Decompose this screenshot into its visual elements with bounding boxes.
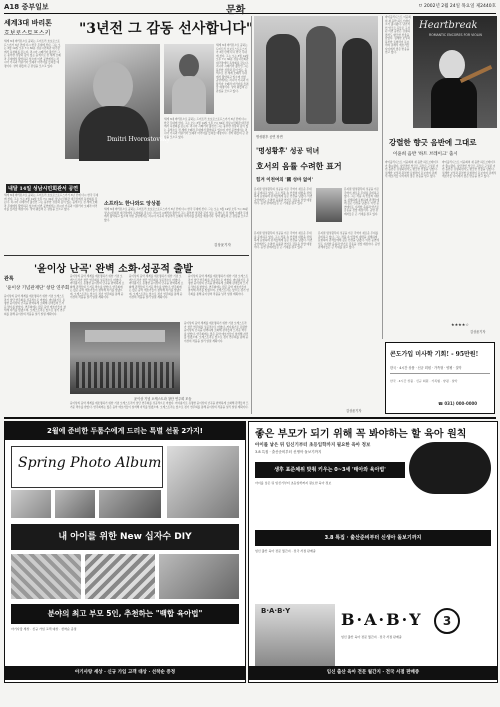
article-musical	[254, 16, 380, 414]
article-body-col3: 뮤지컬 명성황후의 성공을 이끈 주역이 새로운 무대를 준비하고 있다. 그는 작품 속 인물의 내면을 섬세하게 표현하며 관객들에게 깊은 인상을 남겼다. 이번 공연에서도 수려한 음률과 연기로 감동을 전할 예정이다. 공연 관계자들은 큰 기대를 걸고 있다.	[254, 232, 313, 249]
article-orchestra	[4, 258, 249, 413]
album-promo-ad	[4, 421, 246, 683]
album-cover	[413, 16, 497, 128]
ad-headline: 좋은 부모가 되기 위해 꼭 봐야하는 할 육아 원칙	[255, 429, 467, 440]
ad-footer: 아기사랑 세상 · 신규 가입 고객 대상 · 선착순 증정	[5, 666, 245, 680]
article-body-col2: 세계 3대 바리톤으로 꼽히는 드미트리 흐보로스토프스키가 3년 만에 다시 한국 무대에 선다. 그는 오는 3월 14일 오후 7시 30분 성남시민회관 대극장에서 독창회를 갖는다. 러시아 시베리아 출신인 그는 풍부한 성량과 깊이 있는 음색으로 전 세계 오페라 무대에서 활약하고 있으며 이번 공연에서는 러시아 가곡과 이탈리아 오페라 아리아를 들려줄 예정이다. 성악 팬들의 큰 관심을 모으고 있다.	[164, 118, 249, 139]
article-kicker-name: 흐보로스토프스키	[4, 30, 51, 37]
article-body-tail: 윤이상의 음악 세계를 재조명하기 위한 기념 오케스트라가 창단 연주회를 성공적으로 마쳤다. 까다롭기로 유명한 윤이상의 난곡을 완벽하게 소화해 관객들의 뜨거운 박수를 받았다. 연주회에는 많은 음악 애호가들이 참석해 자리를 빛냈으며, 오케스트라는 앞으로 정기 연주회를 통해 윤이상의 작품을 널리 알릴 계획이다.	[70, 402, 249, 409]
reporter-name: 김상윤기자	[214, 243, 231, 247]
issue-badge: 3	[434, 608, 460, 634]
reporter-name: 김상윤기자	[470, 330, 486, 334]
album-subtitle: ROMANTIC ENCORES FOR VIOLIN	[429, 33, 482, 37]
ad-line: 한국 · 4시간 상품 · 신규 회원 · 가족형 · 양평 · 설악	[390, 366, 462, 370]
ad-badge-circle	[409, 442, 491, 494]
ad-line: 3.8 특집 · 출산준비부터 신생아 돌보기까지	[255, 450, 322, 454]
ad-line: 아이를 낳은 뒤 임신기부터 초등입학까지 필요한 육아 정보	[255, 443, 371, 448]
condo-ad	[385, 342, 495, 414]
article-headline: 강렬한 향긋 음반에 그대로	[389, 138, 477, 147]
photo-caption: 윤이상 기념 오케스트라 창단 연주회 모습	[134, 397, 192, 401]
ad-body: 아이를 낳은 뒤 임신기부터 초등입학까지 필요한 육아 정보	[255, 481, 332, 485]
article-subhead: 이윤희 음반 '하트 브레이크' 출시	[393, 152, 458, 157]
article-body-col4: 윤이상의 음악 세계를 재조명하기 위한 기념 오케스트라가 창단 연주회를 성공적으로 마쳤다. 까다롭기로 유명한 윤이상의 난곡을 완벽하게 소화해 관객들의 뜨거운 박수를 받았다. 연주회에는 많은 음악 애호가들이 참석해 자리를 빛냈으며, 오케스트라는 앞으로 정기 연주회를 통해 윤이상의 작품을 널리 알릴 계획이다.	[188, 275, 249, 296]
column-divider	[382, 16, 383, 339]
article-body-col2: 뮤지컬 명성황후의 성공을 이끈 주역이 새로운 무대를 준비하고 있다. 그는 작품 속 인물의 내면을 섬세하게 표현하며 관객들에게 깊은 인상을 남겼다. 이번 공연에서도 수려한 음률과 연기로 감동을 전할 예정이다. 공연 관계자들은 큰 기대를 걸고 있다.	[344, 188, 380, 216]
column-divider	[251, 16, 252, 414]
article-body: 윤이상의 음악 세계를 재조명하기 위한 기념 오케스트라가 창단 연주회를 성공적으로 마쳤다. 까다롭기로 유명한 윤이상의 난곡을 완벽하게 소화해 관객들의 뜨거운 박수를 받았다. 연주회에는 많은 음악 애호가들이 참석해 자리를 빛냈으며, 오케스트라는 앞으로 정기 연주회를 통해 윤이상의 작품을 널리 알릴 계획이다.	[4, 295, 66, 316]
album-label: Spring Photo Album	[18, 455, 162, 471]
highlight-banner: 생후 표준체위 맞춰 키우는 0~3세 '태아와 육아법'	[255, 462, 405, 478]
diy-banner: 내 아이를 위한 New 십자수 DIY	[11, 524, 239, 550]
album-box	[11, 446, 163, 488]
article-subhead: 힘겨 이천여의 '國 성마 없어'	[256, 178, 313, 183]
article-violin	[385, 16, 497, 339]
reporter-name: 김상윤기자	[346, 409, 362, 413]
article-body: 세계 3대 바리톤으로 꼽히는 드미트리 흐보로스토프스키가 3년 만에 다시 한국 무대에 선다. 그는 오는 3월 14일 오후 7시 30분 성남시민회관 대극장에서 독창회를 갖는다. 러시아 시베리아 출신인 그는 풍부한 성량과 깊이 있는 음색으로 전 세계 오페라 무대에서 활약하고 있으며 이번 공연에서는 러시아 가곡과 이탈리아 오페라 아리아를 들려줄 예정이다. 성악 팬들의 큰 관심을 모으고 있다.	[4, 40, 61, 68]
article-headline: '윤이상 난곡' 완벽 소화·성공적 출발	[34, 264, 193, 275]
baby-magazine-ad	[248, 421, 498, 683]
article-body-col5: 윤이상의 음악 세계를 재조명하기 위한 기념 오케스트라가 창단 연주회를 성공적으로 마쳤다. 까다롭기로 유명한 윤이상의 난곡을 완벽하게 소화해 관객들의 뜨거운 박수를 받았다. 연주회에는 많은 음악 애호가들이 참석해 자리를 빛냈으며, 오케스트라는 앞으로 정기 연주회를 통해 윤이상의 작품을 널리 알릴 계획이다.	[184, 322, 249, 343]
ad-line: 한국 · 4시간 상품 · 신규 회원 · 가족형 · 양평 · 설악	[390, 379, 458, 383]
photo-caption: 명성황후 공연 장면	[256, 135, 283, 139]
rating-stars: ★★★★☆	[451, 322, 469, 327]
singer-photo	[65, 44, 170, 159]
orchestra-photo	[70, 322, 180, 394]
ad-footer: 임신 출산 육아 전문 월간지 · 전국 서점 판매중	[249, 666, 497, 680]
divider	[4, 255, 249, 256]
article-body-col3: 세계 3대 바리톤으로 꼽히는 드미트리 흐보로스토프스키가 3년 만에 다시 한국 무대에 선다. 그는 오는 3월 14일 오후 7시 30분 성남시민회관 대극장에서 독창회를 갖는다. 러시아 시베리아 출신인 그는 풍부한 성량과 깊이 있는 음색으로 전 세계 오페라 무대에서 활약하고 있으며 이번 공연에서는 러시아 가곡과 이탈리아 오페라 아리아를 들려줄 예정이다. 성악 팬들의 큰 관심을 모으고 있다.	[4, 194, 99, 211]
ad-body: 아기사랑 세상 · 신규 가입 고객 대상 · 선착순 증정	[11, 627, 77, 631]
article-body-side: 바이올리니스트 이윤희의 새 음반 하트브레이크가 출시됐다. 낭만적인 앙코르 곡들로 구성된 이번 음반은 강렬하면서도 향긋한 선율을 담았다. 섬세한 보잉과 풍부한 표현력이 돋보이며 클래식 애호가들 사이에서 좋은 반응을 얻고 있다.	[385, 16, 411, 54]
article-kicker: '명성황후' 성공 덕녀	[256, 146, 320, 155]
ad-phone: ☎ 031) 000-0000	[438, 401, 478, 406]
ad-body: 임신 출산 육아 전문 월간지 · 전국 서점 판매중	[255, 549, 316, 553]
article-subhead-box: 내달 14일 성남시민회관서 공연	[8, 186, 79, 192]
article-kicker: 세계3대 바리톤	[4, 18, 52, 27]
album-title: Heartbreak	[419, 20, 478, 31]
photo-caption: Dmitri Hvorostovsky	[107, 136, 170, 143]
highlight-banner: 3.8 특집 · 출산준비부터 신생아 돌보기까지	[255, 530, 491, 546]
article-baritone	[4, 16, 254, 251]
article-body-col4: 뮤지컬 명성황후의 성공을 이끈 주역이 새로운 무대를 준비하고 있다. 그는 작품 속 인물의 내면을 섬세하게 표현하며 관객들에게 깊은 인상을 남겼다. 이번 공연에서도 수려한 음률과 연기로 감동을 전할 예정이다. 공연 관계자들은 큰 기대를 걸고 있다.	[318, 232, 380, 249]
album-image	[167, 446, 239, 518]
magazine-title: B·A·B·Y	[261, 607, 291, 615]
article-subhead: '윤이상 기념관재단' 창단 연주회	[6, 286, 70, 291]
ad-divider	[4, 417, 496, 419]
baby-photo	[11, 490, 51, 518]
issue-date: ㅁ 2002년 2월 24일 목요일 제2440호	[418, 4, 496, 9]
ad-headline: 콘도가입 미사학 기회! - 95만원!	[390, 351, 479, 358]
person-photo	[316, 188, 342, 222]
page-number: A18 중부일보	[4, 3, 49, 11]
article-body-col4: 세계 3대 바리톤으로 꼽히는 드미트리 흐보로스토프스키가 3년 만에 다시 한국 무대에 선다. 그는 오는 3월 14일 오후 7시 30분 성남시민회관 대극장에서 독창회를 갖는다. 러시아 시베리아 출신인 그는 풍부한 성량과 깊이 있는 음색으로 전 세계 오페라 무대에서 활약하고 있으며 이번 공연에서는 러시아 가곡과 이탈리아 오페라 아리아를 들려줄 예정이다. 성악 팬들의 큰 관심을 모으고 있다.	[104, 208, 249, 222]
article-body: 뮤지컬 명성황후의 성공을 이끈 주역이 새로운 무대를 준비하고 있다. 그는 작품 속 인물의 내면을 섬세하게 표현하며 관객들에게 깊은 인상을 남겼다. 이번 공연에서도 수려한 음률과 연기로 감동을 전할 예정이다. 공연 관계자들은 큰 기대를 걸고 있다.	[254, 188, 313, 205]
page-header	[4, 2, 496, 14]
article-kicker: 관록	[4, 276, 14, 282]
article-body-col2: 바이올리니스트 이윤희의 새 음반 하트브레이크가 출시됐다. 낭만적인 앙코르 곡들로 구성된 이번 음반은 강렬하면서도 향긋한 선율을 담았다. 섬세한 보잉과 풍부한 표현력이 돋보이며 클래식 애호가들 사이에서 좋은 반응을 얻고 있다.	[442, 161, 497, 178]
article-subhead: 소프라노 한나와도 앙상블	[104, 201, 161, 207]
photo-caption-text: 세계 3대 바리톤으로 꼽히는 드미트리 흐보로스토프스키가 3년 만에 다시 한국 무대에 선다. 그는 오는 3월 14일 오후 7시 30분 성남시민회관 대극장에서 독창회를 갖는다. 러시아 시베리아 출신인 그는 풍부한 성량과 깊이 있는 음색으로 전 세계 오페라 무대에서 활약하고 있으며 이번 공연에서는 러시아 가곡과 이탈리아 오페라 아리아를 들려줄 예정이다. 성악 팬들의 큰 관심을 모으고 있다.	[216, 44, 249, 93]
article-body-col2: 윤이상의 음악 세계를 재조명하기 위한 기념 오케스트라가 창단 연주회를 성공적으로 마쳤다. 까다롭기로 유명한 윤이상의 난곡을 완벽하게 소화해 관객들의 뜨거운 박수를 받았다. 연주회에는 많은 음악 애호가들이 참석해 자리를 빛냈으며, 오케스트라는 앞으로 정기 연주회를 통해 윤이상의 작품을 널리 알릴 계획이다.	[70, 275, 125, 299]
embroidery-photo	[11, 554, 81, 599]
embroidery-photo	[85, 554, 155, 599]
baby-photo	[99, 490, 161, 518]
section-title: 문화	[226, 5, 246, 16]
soprano-photo	[164, 44, 214, 114]
ad-banner: 2월에 준비한 두툼수에게 드리는 특별 선물 2가지!	[5, 422, 245, 440]
baby-photo	[55, 490, 95, 518]
article-headline: "3년전 그 감동 선사합니다"	[79, 21, 254, 37]
article-body: 바이올리니스트 이윤희의 새 음반 하트브레이크가 출시됐다. 낭만적인 앙코르 곡들로 구성된 이번 음반은 강렬하면서도 향긋한 선율을 담았다. 섬세한 보잉과 풍부한 표현력이 돋보이며 클래식 애호가들 사이에서 좋은 반응을 얻고 있다.	[385, 161, 439, 178]
magazine-logo: B·A·B·Y	[341, 610, 423, 629]
musical-photo	[254, 16, 378, 131]
article-body-col3: 윤이상의 음악 세계를 재조명하기 위한 기념 오케스트라가 창단 연주회를 성공적으로 마쳤다. 까다롭기로 유명한 윤이상의 난곡을 완벽하게 소화해 관객들의 뜨거운 박수를 받았다. 연주회에는 많은 음악 애호가들이 참석해 자리를 빛냈으며, 오케스트라는 앞으로 정기 연주회를 통해 윤이상의 작품을 널리 알릴 계획이다.	[129, 275, 184, 299]
ad-body: 임신 출산 육아 전문 월간지 · 전국 서점 판매중	[341, 635, 402, 639]
magazine-cover	[255, 604, 335, 666]
embroidery-photo	[159, 554, 239, 599]
article-headline: 호서의 음률 수려한 표거	[256, 161, 342, 171]
sale-banner: 분야의 최고 부모 5인, 추천하는 "백합 육아법"	[11, 604, 239, 624]
